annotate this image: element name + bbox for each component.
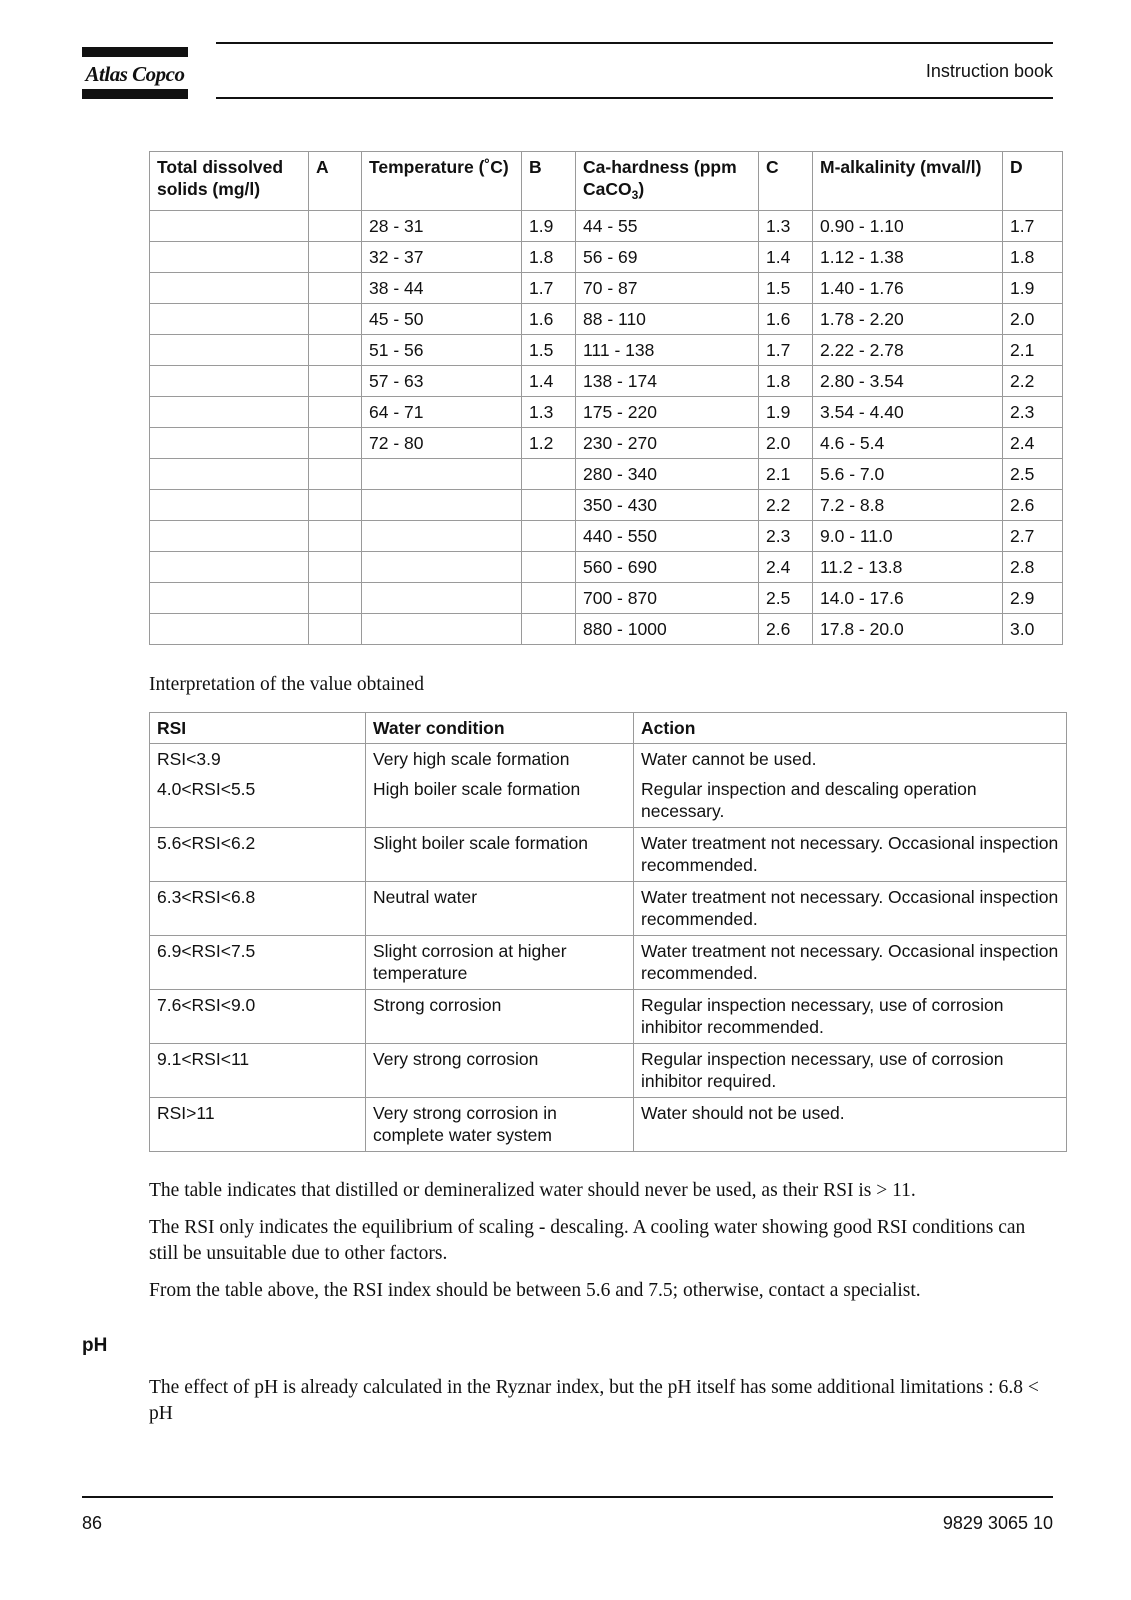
cell: 2.6: [759, 614, 813, 645]
cell: 1.8: [759, 366, 813, 397]
cell: RSI>11: [150, 1098, 366, 1152]
cell: 5.6<RSI<6.2: [150, 828, 366, 882]
cell: 880 - 1000: [576, 614, 759, 645]
cell: 2.5: [759, 583, 813, 614]
cell: 2.3: [759, 521, 813, 552]
cell: 1.8: [1003, 242, 1063, 273]
cell: 1.6: [522, 304, 576, 335]
cell: 230 - 270: [576, 428, 759, 459]
cell: 72 - 80: [362, 428, 522, 459]
cell: 70 - 87: [576, 273, 759, 304]
footer-rule: [82, 1496, 1053, 1498]
paragraph: The table indicates that distilled or demineralized water should never be used, as their RSI is > 11.: [149, 1180, 916, 1201]
table-header-row: [150, 152, 1063, 211]
table-row: [150, 273, 1063, 304]
header-title: Instruction book: [925, 61, 1053, 81]
cell: Regular inspection and descaling operation necessary.: [634, 774, 1067, 828]
rsi-interpretation-table: [149, 712, 1067, 1152]
col-header-b: B: [522, 152, 576, 211]
cell: [522, 583, 576, 614]
cell: 5.6 - 7.0: [813, 459, 1003, 490]
cell: 1.7: [1003, 211, 1063, 242]
cell: Neutral water: [366, 882, 634, 936]
table-row: [150, 1044, 1067, 1098]
cell: Very strong corrosion in complete water system: [366, 1098, 634, 1152]
cell: 4.0<RSI<5.5: [150, 774, 366, 828]
cell: 3.54 - 4.40: [813, 397, 1003, 428]
cell: 2.1: [1003, 335, 1063, 366]
cell: 1.5: [522, 335, 576, 366]
table-row: [150, 828, 1067, 882]
cell: 2.1: [759, 459, 813, 490]
cell: 7.2 - 8.8: [813, 490, 1003, 521]
table-row: [150, 990, 1067, 1044]
cell: 2.80 - 3.54: [813, 366, 1003, 397]
cell: 56 - 69: [576, 242, 759, 273]
cell: 1.4: [522, 366, 576, 397]
cell: 9.0 - 11.0: [813, 521, 1003, 552]
cell: 2.2: [759, 490, 813, 521]
page-number: 86: [82, 1513, 103, 1533]
cell: 350 - 430: [576, 490, 759, 521]
cell: 1.9: [522, 211, 576, 242]
cell: 280 - 340: [576, 459, 759, 490]
cell: 38 - 44: [362, 273, 522, 304]
cell: 2.7: [1003, 521, 1063, 552]
col-header-action: Action: [634, 713, 1067, 744]
cell: Water treatment not necessary. Occasional inspection recommended.: [634, 828, 1067, 882]
table-row: [150, 366, 1063, 397]
cell: [362, 459, 522, 490]
table-row: [150, 744, 1067, 775]
table-row: [150, 614, 1063, 645]
cell: 45 - 50: [362, 304, 522, 335]
logo-bar-bottom: [82, 89, 188, 99]
cell: 2.0: [1003, 304, 1063, 335]
table-row: [150, 490, 1063, 521]
cell: 2.4: [759, 552, 813, 583]
cell: 440 - 550: [576, 521, 759, 552]
cell: [522, 614, 576, 645]
cell: [522, 552, 576, 583]
cell: Regular inspection necessary, use of corrosion inhibitor required.: [634, 1044, 1067, 1098]
col-header-temperature: Temperature (˚C): [362, 152, 522, 211]
atlas-copco-logo: [82, 47, 188, 99]
cell: [362, 490, 522, 521]
document-number: 9829 3065 10: [942, 1513, 1053, 1533]
cell: 1.7: [759, 335, 813, 366]
cell: 1.7: [522, 273, 576, 304]
paragraph: The RSI only indicates the equilibrium of scaling - descaling. A cooling water showing good RSI conditions can still be unsuitable due to other factors.: [149, 1217, 1026, 1264]
paragraph: From the table above, the RSI index should be between 5.6 and 7.5; otherwise, contact a specialist.: [149, 1280, 921, 1301]
rsi-factor-table: [149, 151, 1063, 645]
cell: Slight boiler scale formation: [366, 828, 634, 882]
table-row: [150, 882, 1067, 936]
table-row: [150, 335, 1063, 366]
cell: 1.8: [522, 242, 576, 273]
cell: 11.2 - 13.8: [813, 552, 1003, 583]
cell: [362, 614, 522, 645]
cell: [362, 521, 522, 552]
table-row: [150, 521, 1063, 552]
cell: 1.9: [759, 397, 813, 428]
cell: [522, 490, 576, 521]
cell: Very strong corrosion: [366, 1044, 634, 1098]
cell: 57 - 63: [362, 366, 522, 397]
cell: 9.1<RSI<11: [150, 1044, 366, 1098]
table-row: [150, 936, 1067, 990]
cell: 2.0: [759, 428, 813, 459]
logo-bar-top: [82, 47, 188, 57]
interpretation-heading: Interpretation of the value obtained: [149, 674, 425, 695]
cell: 1.3: [522, 397, 576, 428]
cell: 111 - 138: [576, 335, 759, 366]
table-row: [150, 774, 1067, 828]
ph-paragraph: The effect of pH is already calculated in the Ryznar index, but the pH itself has some additional limitations : 6.8 < pH: [149, 1377, 1039, 1424]
cell: 2.5: [1003, 459, 1063, 490]
cell: 51 - 56: [362, 335, 522, 366]
table-header-row: [150, 713, 1067, 744]
table-row: [150, 211, 1063, 242]
table-row: [150, 397, 1063, 428]
cell: 4.6 - 5.4: [813, 428, 1003, 459]
cell: Water treatment not necessary. Occasional inspection recommended.: [634, 882, 1067, 936]
col-header-d: D: [1003, 152, 1063, 211]
cell: 1.78 - 2.20: [813, 304, 1003, 335]
cell: 1.40 - 1.76: [813, 273, 1003, 304]
cell: 1.5: [759, 273, 813, 304]
cell: 14.0 - 17.6: [813, 583, 1003, 614]
table-row: [150, 459, 1063, 490]
cell: 2.8: [1003, 552, 1063, 583]
col-header-water-condition: Water condition: [366, 713, 634, 744]
cell: 2.2: [1003, 366, 1063, 397]
col-header-a: A: [309, 152, 362, 211]
cell: 32 - 37: [362, 242, 522, 273]
cell: 700 - 870: [576, 583, 759, 614]
cell: 2.4: [1003, 428, 1063, 459]
table-row: [150, 428, 1063, 459]
cell: Water should not be used.: [634, 1098, 1067, 1152]
cell: 28 - 31: [362, 211, 522, 242]
table-row: [150, 242, 1063, 273]
cell: 1.4: [759, 242, 813, 273]
cell: 3.0: [1003, 614, 1063, 645]
cell: 560 - 690: [576, 552, 759, 583]
cell: 64 - 71: [362, 397, 522, 428]
col-header-c: C: [759, 152, 813, 211]
cell: 44 - 55: [576, 211, 759, 242]
table-row: [150, 304, 1063, 335]
header-rule-bottom: [216, 97, 1053, 99]
col-header-rsi: RSI: [150, 713, 366, 744]
col-header-ca-hardness: Ca-hardness (ppm CaCO$_3$): [576, 152, 759, 211]
cell: [362, 583, 522, 614]
cell: Regular inspection necessary, use of corrosion inhibitor recommended.: [634, 990, 1067, 1044]
cell: 1.9: [1003, 273, 1063, 304]
col-header-m-alkalinity: M-alkalinity (mval/l): [813, 152, 1003, 211]
cell: 2.22 - 2.78: [813, 335, 1003, 366]
cell: Slight corrosion at higher temperature: [366, 936, 634, 990]
cell: 2.6: [1003, 490, 1063, 521]
cell: [362, 552, 522, 583]
cell: 1.2: [522, 428, 576, 459]
cell: 138 - 174: [576, 366, 759, 397]
cell: 1.6: [759, 304, 813, 335]
cell: 17.8 - 20.0: [813, 614, 1003, 645]
header-rule-top: [216, 42, 1053, 44]
cell: Water cannot be used.: [634, 744, 1067, 775]
table-row: [150, 583, 1063, 614]
cell: Strong corrosion: [366, 990, 634, 1044]
cell: 88 - 110: [576, 304, 759, 335]
cell: 2.9: [1003, 583, 1063, 614]
col-header-tds: Total dissolved solids (mg/l): [150, 152, 309, 211]
table-row: [150, 1098, 1067, 1152]
cell: 1.12 - 1.38: [813, 242, 1003, 273]
cell: [522, 521, 576, 552]
cell: 1.3: [759, 211, 813, 242]
cell: 0.90 - 1.10: [813, 211, 1003, 242]
cell: 6.9<RSI<7.5: [150, 936, 366, 990]
cell: [522, 459, 576, 490]
cell: 175 - 220: [576, 397, 759, 428]
cell: 2.3: [1003, 397, 1063, 428]
cell: High boiler scale formation: [366, 774, 634, 828]
cell: 6.3<RSI<6.8: [150, 882, 366, 936]
cell: Water treatment not necessary. Occasional inspection recommended.: [634, 936, 1067, 990]
cell: 7.6<RSI<9.0: [150, 990, 366, 1044]
cell: RSI<3.9: [150, 744, 366, 775]
cell: Very high scale formation: [366, 744, 634, 775]
table-row: [150, 552, 1063, 583]
section-heading-ph: pH: [82, 1335, 108, 1356]
logo-wordmark: Atlas Copco: [85, 62, 185, 86]
